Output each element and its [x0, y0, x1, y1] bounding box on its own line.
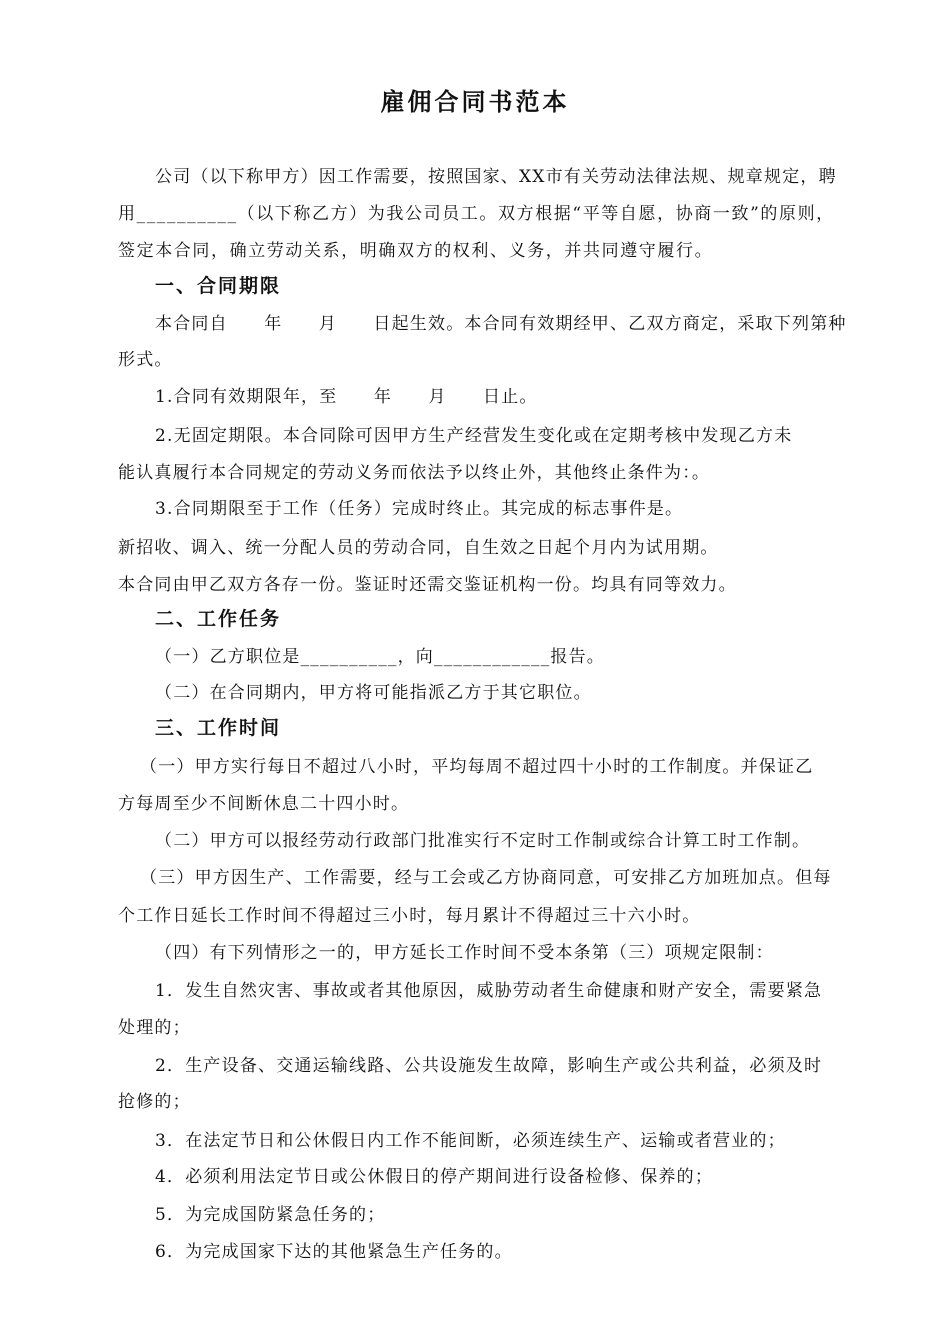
paragraph-line: 2．生产设备、交通运输线路、公共设施发生故障，影响生产或公共利益，必须及时	[155, 1056, 823, 1076]
document-title: 雇佣合同书范本	[380, 88, 570, 116]
paragraph-line: 5．为完成国防紧急任务的；	[155, 1205, 386, 1225]
paragraph-line: （二）甲方可以报经劳动行政部门批准实行不定时工作制或综合计算工时工作制。	[155, 831, 811, 851]
paragraph-line: （一）甲方实行每日不超过八小时，平均每周不超过四十小时的工作制度。并保证乙	[140, 757, 814, 777]
paragraph-line: 2.无固定期限。本合同除可因甲方生产经营发生变化或在定期考核中发现乙方未	[155, 426, 793, 446]
paragraph-line: 3.合同期限至于工作（任务）完成时终止。其完成的标志事件是。	[155, 499, 684, 519]
paragraph-line: 6．为完成国家下达的其他紧急生产任务的。	[155, 1242, 513, 1262]
section-heading: 二、工作任务	[155, 608, 282, 630]
paragraph-line: （一）乙方职位是__________，向____________报告。	[155, 647, 605, 667]
paragraph-line: 处理的；	[118, 1018, 191, 1038]
paragraph-line: 签定本合同，确立劳动关系，明确双方的权利、义务，并共同遵守履行。	[118, 241, 714, 261]
section-heading: 三、工作时间	[155, 717, 282, 739]
paragraph-line: 1．发生自然灾害、事故或者其他原因，威胁劳动者生命健康和财产安全，需要紧急	[155, 981, 823, 1001]
paragraph-line: 形式。	[118, 350, 173, 370]
paragraph-line: （三）甲方因生产、工作需要，经与工会或乙方协商同意，可安排乙方加班加点。但每	[140, 868, 832, 888]
paragraph-line: 用__________（以下称乙方）为我公司员工。双方根据“平等自愿，协商一致”的原则，	[118, 204, 835, 224]
paragraph-line: 能认真履行本合同规定的劳动义务而依法予以终止外，其他终止条件为：。	[118, 463, 711, 483]
paragraph-line: （二）在合同期内，甲方将可能指派乙方于其它职位。	[155, 683, 592, 703]
paragraph-line: 本合同由甲乙双方各存一份。鉴证时还需交鉴证机构一份。均具有同等效力。	[118, 575, 737, 595]
paragraph-line: 4．必须利用法定节日或公休假日的停产期间进行设备检修、保养的；	[155, 1167, 714, 1187]
section-heading: 一、合同期限	[155, 275, 282, 297]
paragraph-line: 公司（以下称甲方）因工作需要，按照国家、XX市有关劳动法律法规、规章规定，聘	[155, 167, 837, 187]
paragraph-line: 方每周至少不间断休息二十四小时。	[118, 794, 410, 814]
paragraph-line: 个工作日延长工作时间不得超过三小时，每月累计不得超过三十六小时。	[118, 906, 701, 926]
paragraph-line: 新招收、调入、统一分配人员的劳动合同，自生效之日起个月内为试用期。	[118, 538, 719, 558]
paragraph-line: 3．在法定节日和公休假日内工作不能间断，必须连续生产、运输或者营业的；	[155, 1131, 786, 1151]
paragraph-line: 抢修的；	[118, 1092, 191, 1112]
paragraph-line: 本合同自 年 月 日起生效。本合同有效期经甲、乙双方商定，采取下列第种	[155, 314, 847, 334]
paragraph-line: 1.合同有效期限年，至 年 月 日止。	[155, 387, 538, 407]
paragraph-line: （四）有下列情形之一的，甲方延长工作时间不受本条第（三）项规定限制：	[155, 943, 774, 963]
